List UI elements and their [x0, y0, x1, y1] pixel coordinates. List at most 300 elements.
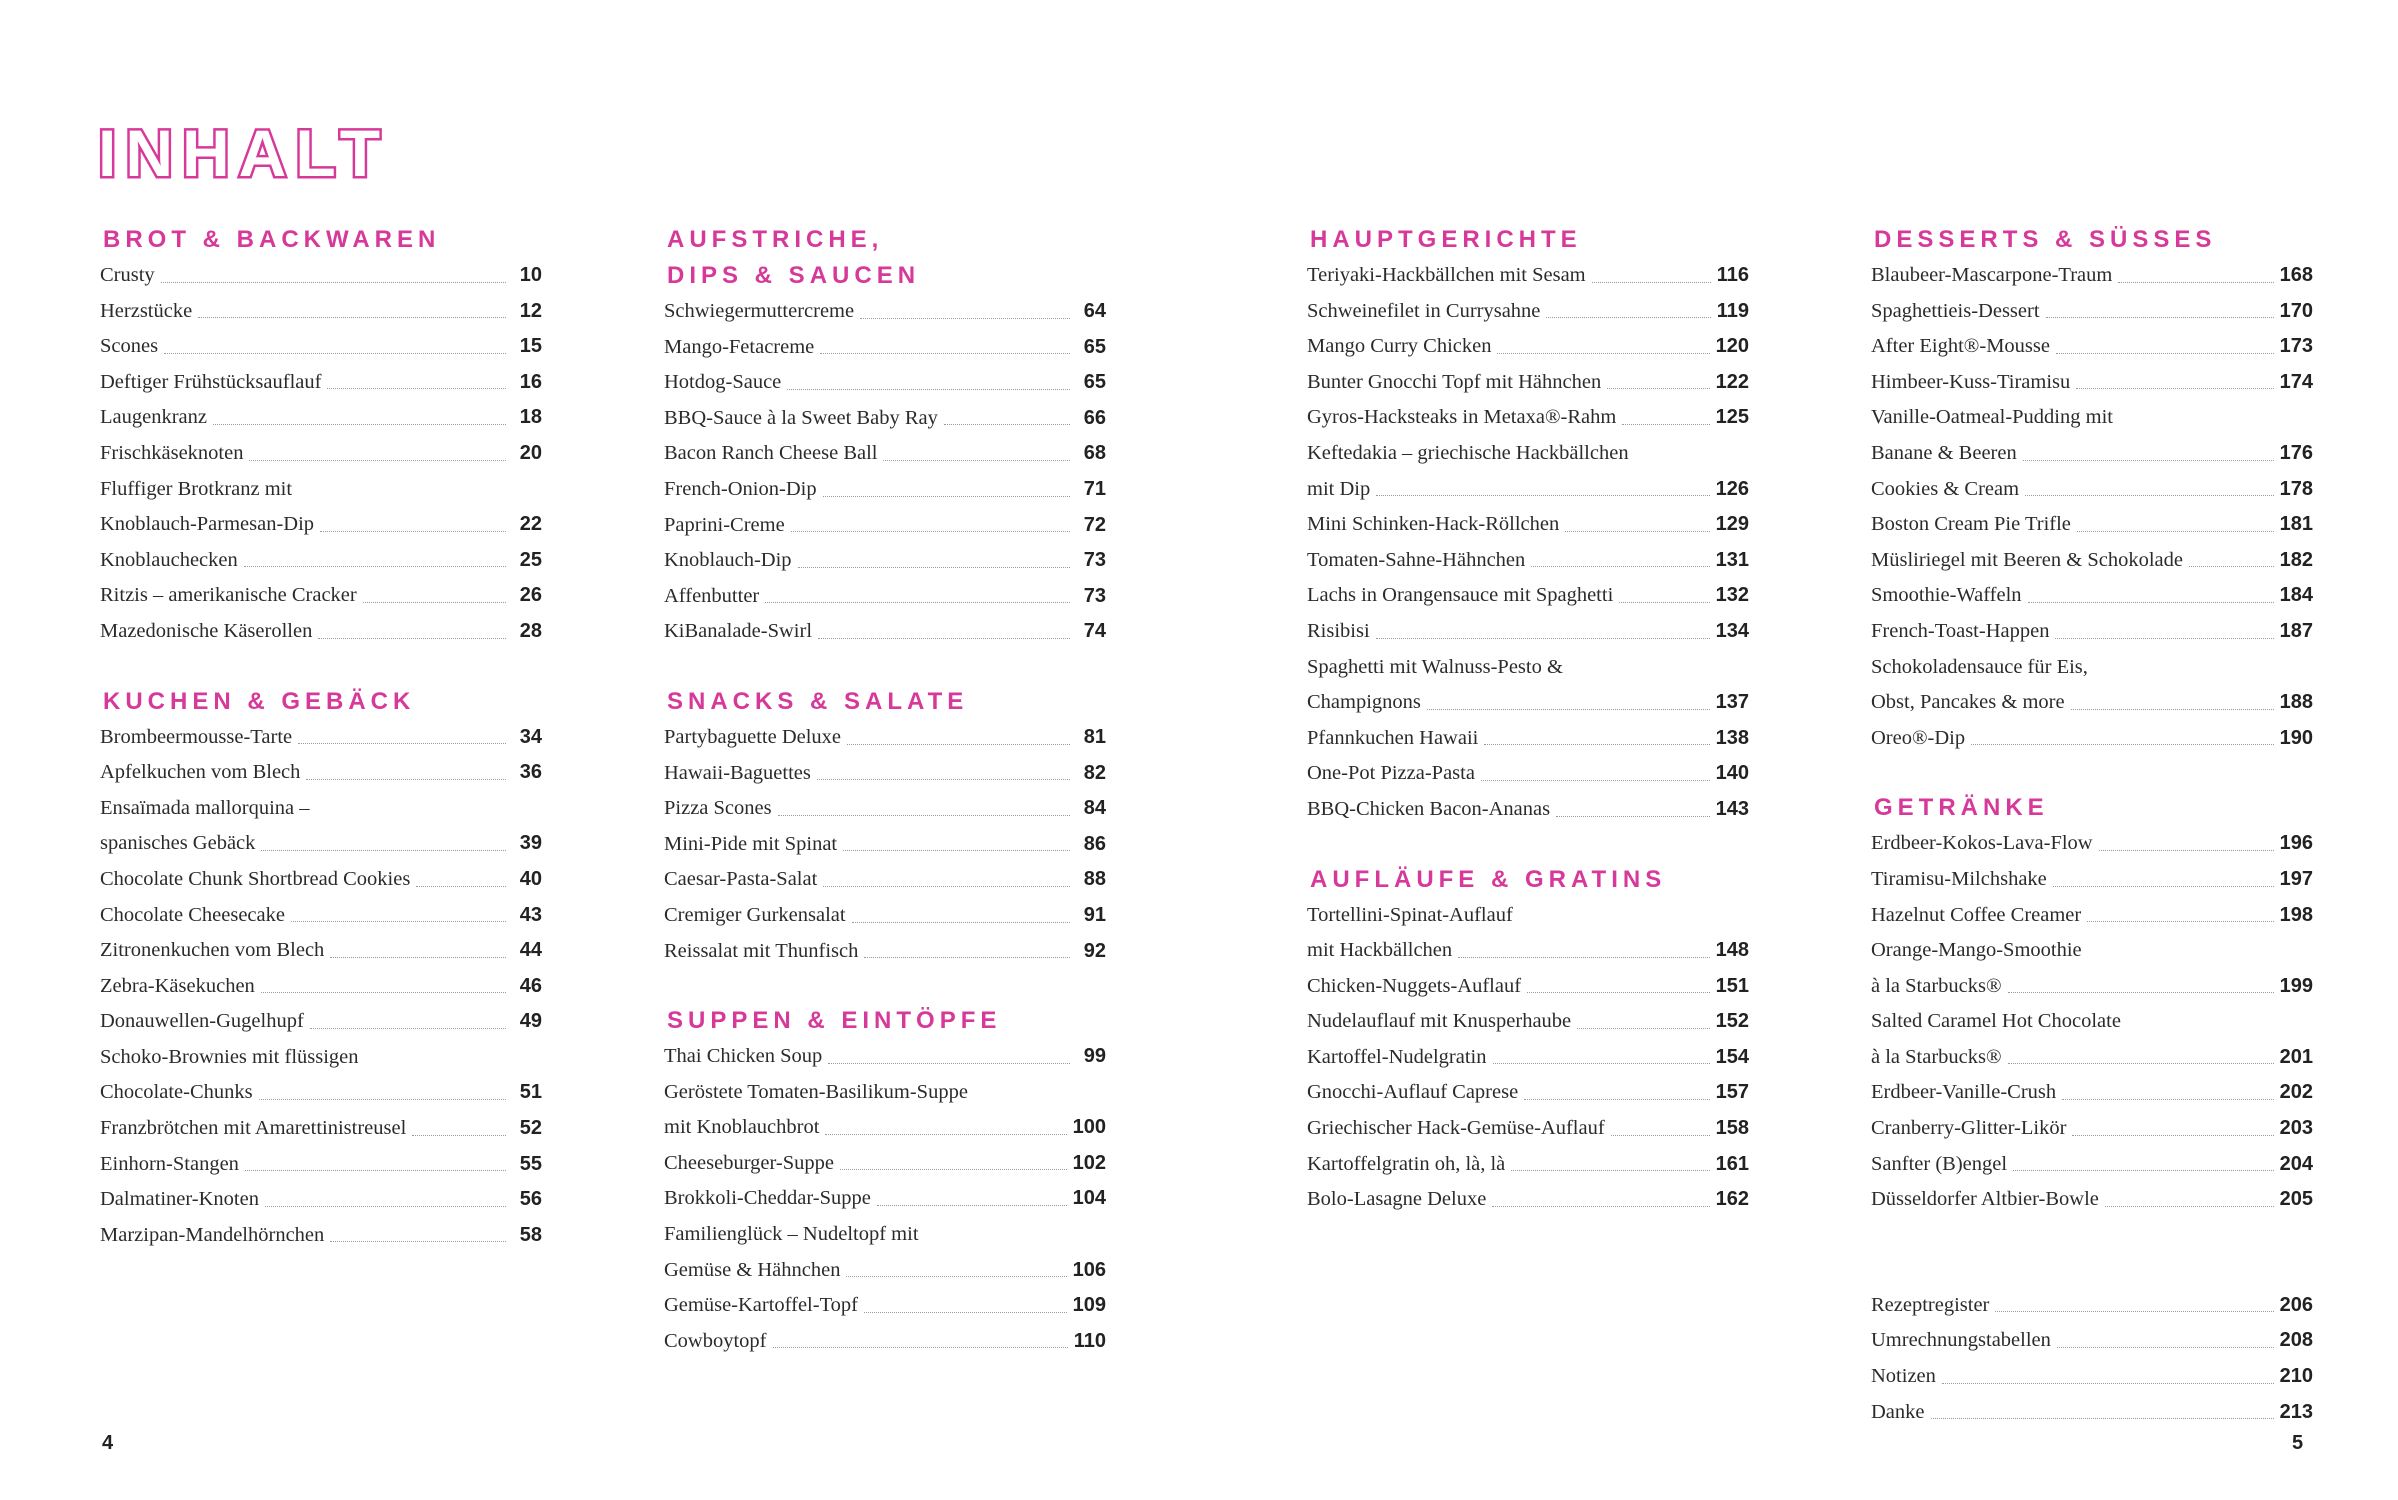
entry-page-number: 181 — [2279, 513, 2313, 536]
dot-leader — [778, 815, 1070, 816]
toc-entry[interactable] — [664, 827, 1106, 863]
toc-entry[interactable] — [1307, 969, 1749, 1005]
entry-title: Zitronenkuchen vom Blech — [100, 939, 325, 962]
entry-title: Reissalat mit Thunfisch — [664, 939, 859, 962]
dot-leader — [1511, 1170, 1709, 1171]
entry-title: Chocolate Cheesecake — [100, 903, 285, 926]
entry-title: Chocolate Chunk Shortbread Cookies — [100, 867, 411, 890]
entry-title: Bolo-Lasagne Deluxe — [1307, 1188, 1487, 1211]
entry-page-number: 20 — [519, 441, 542, 464]
toc-entry[interactable] — [100, 1111, 542, 1147]
entry-title: Cremiger Gurkensalat — [664, 903, 846, 926]
entry-title: Griechischer Hack-Gemüse-Auflauf — [1307, 1117, 1605, 1140]
entry-page-number: 190 — [2279, 726, 2313, 749]
entry-title: Einhorn-Stangen — [100, 1152, 239, 1175]
entry-page-number: 36 — [519, 761, 542, 784]
dot-leader — [1577, 1028, 1709, 1029]
toc-entry[interactable] — [1307, 721, 1749, 757]
entry-page-number: 82 — [1083, 761, 1106, 784]
toc-entry[interactable] — [664, 1288, 1106, 1324]
section-title: AUFLÄUFE & GRATINS — [1310, 865, 1667, 893]
dot-leader — [245, 1170, 506, 1171]
dot-leader — [310, 1028, 506, 1029]
dot-leader — [213, 424, 506, 425]
toc-column-1 — [100, 222, 542, 1287]
toc-entry[interactable] — [100, 329, 542, 365]
entry-title: Familienglück – Nudeltopf mit — [664, 1223, 919, 1246]
toc-entry[interactable] — [664, 543, 1106, 579]
entry-page-number: 126 — [1715, 477, 1749, 500]
entry-page-number: 174 — [2279, 370, 2313, 393]
entry-title: French-Toast-Happen — [1871, 619, 2050, 642]
entry-title: Danke — [1871, 1400, 1925, 1423]
toc-entry[interactable] — [1871, 1004, 2313, 1040]
entry-page-number: 64 — [1083, 300, 1106, 322]
toc-entry[interactable] — [664, 1253, 1106, 1289]
entry-page-number: 104 — [1072, 1187, 1106, 1210]
toc-entry[interactable] — [664, 1146, 1106, 1182]
entry-page-number: 199 — [2279, 974, 2313, 997]
entry-page-number: 84 — [1083, 797, 1106, 820]
toc-entry[interactable] — [1871, 614, 2313, 650]
dot-leader — [846, 1276, 1066, 1277]
entry-title: Chicken-Nuggets-Auflauf — [1307, 974, 1522, 997]
dot-leader — [1931, 1418, 2274, 1419]
toc-entry[interactable] — [1307, 756, 1749, 792]
toc-entry[interactable] — [100, 1182, 542, 1218]
toc-section — [1307, 862, 1749, 1218]
dot-leader — [1376, 495, 1709, 496]
entry-title: Bacon Ranch Cheese Ball — [664, 442, 878, 465]
toc-entry[interactable] — [100, 1075, 542, 1111]
toc-section — [664, 684, 1106, 969]
toc-entry[interactable] — [1307, 365, 1749, 401]
dot-leader — [2053, 886, 2274, 887]
entry-title: Sanfter (B)engel — [1871, 1152, 2008, 1175]
entry-page-number: 68 — [1083, 442, 1106, 465]
dot-leader — [416, 886, 506, 887]
entry-page-number: 65 — [1083, 335, 1106, 358]
entry-page-number: 138 — [1715, 726, 1749, 749]
toc-entry[interactable] — [100, 1004, 542, 1040]
page-number-left: 4 — [102, 1432, 114, 1454]
section-title: BROT & BACKWAREN — [103, 226, 441, 253]
entry-page-number: 109 — [1072, 1294, 1106, 1317]
entry-title: Schoko-Brownies mit flüssigen — [100, 1045, 359, 1068]
toc-section — [1871, 222, 2313, 756]
entry-title: Mazedonische Käserollen — [100, 619, 313, 642]
dot-leader — [1971, 744, 2273, 745]
entry-page-number: 49 — [519, 1010, 542, 1033]
toc-entry[interactable] — [100, 258, 542, 294]
entry-title: Crusty — [100, 264, 155, 286]
entry-title: Nudelauflauf mit Knusperhaube — [1307, 1010, 1572, 1033]
dot-leader — [2087, 921, 2273, 922]
toc-section — [1307, 222, 1749, 828]
entry-title: Blaubeer-Mascarpone-Traum — [1871, 264, 2113, 286]
toc-entry[interactable] — [100, 826, 542, 862]
toc-entry[interactable] — [100, 400, 542, 436]
toc-entry[interactable] — [1871, 1075, 2313, 1111]
toc-entry[interactable] — [1871, 1040, 2313, 1076]
toc-entry[interactable] — [664, 330, 1106, 366]
dot-leader — [320, 531, 506, 532]
dot-leader — [1524, 1099, 1709, 1100]
entry-page-number: 100 — [1072, 1116, 1106, 1139]
toc-entry[interactable] — [1307, 507, 1749, 543]
toc-column-4 — [1871, 222, 2313, 1464]
toc-entry[interactable] — [1307, 1147, 1749, 1183]
entry-page-number: 158 — [1715, 1117, 1749, 1140]
toc-entry[interactable] — [1307, 329, 1749, 365]
dot-leader — [765, 602, 1070, 603]
entry-title: Lachs in Orangensauce mit Spaghetti — [1307, 584, 1614, 607]
entry-title: Brombeermousse-Tarte — [100, 725, 293, 748]
toc-entry[interactable] — [1871, 329, 2313, 365]
entry-page-number: 91 — [1083, 903, 1106, 926]
entry-page-number: 152 — [1715, 1010, 1749, 1033]
toc-entry[interactable] — [664, 472, 1106, 508]
entry-title: Brokkoli-Cheddar-Suppe — [664, 1187, 871, 1210]
dot-leader — [2076, 388, 2273, 389]
toc-section — [100, 222, 542, 650]
toc-entry[interactable] — [100, 436, 542, 472]
toc-entry[interactable] — [1307, 898, 1749, 934]
entry-title: Affenbutter — [664, 584, 760, 607]
toc-entry[interactable] — [1871, 650, 2313, 686]
dot-leader — [1531, 566, 1709, 567]
toc-entry[interactable] — [1871, 898, 2313, 934]
toc-entry[interactable] — [100, 507, 542, 543]
dot-leader — [2071, 709, 2274, 710]
dot-leader — [852, 922, 1070, 923]
entry-title: Teriyaki-Hackbällchen mit Sesam — [1307, 264, 1586, 286]
entry-title: Oreo®-Dip — [1871, 726, 1966, 749]
entry-title: Knoblauchecken — [100, 548, 238, 571]
dot-leader — [2189, 566, 2274, 567]
entry-page-number: 129 — [1715, 513, 1749, 536]
entry-title: Mini-Pide mit Spinat — [664, 832, 838, 855]
toc-entry[interactable] — [100, 720, 542, 756]
toc-entry[interactable] — [1307, 400, 1749, 436]
entry-page-number: 120 — [1715, 335, 1749, 358]
toc-entry[interactable] — [1871, 1182, 2313, 1218]
toc-entry[interactable] — [1307, 436, 1749, 472]
entry-page-number: 10 — [519, 264, 542, 286]
entry-title: Risibisi — [1307, 619, 1370, 642]
toc-entry[interactable] — [664, 862, 1106, 898]
toc-entry[interactable] — [664, 1217, 1106, 1253]
entry-page-number: 161 — [1715, 1152, 1749, 1175]
entry-page-number: 39 — [519, 832, 542, 855]
dot-leader — [306, 779, 506, 780]
dot-leader — [864, 957, 1070, 958]
entry-title: Schokoladensauce für Eis, — [1871, 655, 2088, 678]
toc-entry[interactable] — [1871, 507, 2313, 543]
entry-page-number: 73 — [1083, 584, 1106, 607]
toc-entry[interactable] — [1871, 1147, 2313, 1183]
entry-title: Boston Cream Pie Trifle — [1871, 513, 2071, 536]
entry-page-number: 28 — [519, 619, 542, 642]
entry-page-number: 184 — [2279, 584, 2313, 607]
toc-entry[interactable] — [1871, 685, 2313, 721]
toc-entry[interactable] — [1307, 792, 1749, 828]
toc-entry[interactable] — [100, 791, 542, 827]
entry-page-number: 51 — [519, 1081, 542, 1104]
entry-title: Champignons — [1307, 691, 1421, 714]
entry-title: After Eight®-Mousse — [1871, 335, 2050, 358]
dot-leader — [1619, 602, 1709, 603]
dot-leader — [1546, 317, 1710, 318]
toc-entry[interactable] — [100, 1218, 542, 1254]
entry-title: Spaghetti mit Walnuss-Pesto & — [1307, 655, 1563, 678]
dot-leader — [1622, 424, 1709, 425]
entry-page-number: 74 — [1083, 620, 1106, 643]
section-title: AUFSTRICHE, — [667, 226, 884, 253]
entry-title: Gyros-Hacksteaks in Metaxa®-Rahm — [1307, 406, 1617, 429]
entry-page-number: 173 — [2279, 335, 2313, 358]
entry-page-number: 110 — [1073, 1329, 1106, 1352]
toc-entry[interactable] — [1307, 614, 1749, 650]
dot-leader — [2028, 602, 2274, 603]
entry-page-number: 197 — [2279, 867, 2313, 890]
toc-entry[interactable] — [664, 1110, 1106, 1146]
entry-title: Bunter Gnocchi Topf mit Hähnchen — [1307, 370, 1602, 393]
section-title: KUCHEN & GEBÄCK — [103, 687, 416, 715]
toc-entry[interactable] — [1871, 294, 2313, 330]
dot-leader — [2023, 460, 2274, 461]
entry-page-number: 213 — [2279, 1400, 2313, 1423]
dot-leader — [820, 353, 1070, 354]
toc-entry[interactable] — [664, 294, 1106, 330]
dot-leader — [259, 1099, 506, 1100]
toc-entry[interactable] — [1871, 826, 2313, 862]
entry-page-number: 43 — [519, 903, 542, 926]
entry-page-number: 86 — [1083, 832, 1106, 855]
entry-title: mit Knoblauchbrot — [664, 1116, 820, 1139]
dot-leader — [2062, 1099, 2273, 1100]
dot-leader — [330, 957, 506, 958]
dot-leader — [1481, 780, 1710, 781]
dot-leader — [1565, 531, 1709, 532]
toc-entry[interactable] — [664, 1181, 1106, 1217]
dot-leader — [823, 886, 1070, 887]
toc-entry[interactable] — [664, 898, 1106, 934]
entry-page-number: 162 — [1715, 1188, 1749, 1211]
dot-leader — [318, 638, 506, 639]
entry-title: Keftedakia – griechische Hackbällchen — [1307, 441, 1629, 464]
entry-title: Smoothie-Waffeln — [1871, 584, 2022, 607]
toc-entry[interactable] — [664, 614, 1106, 650]
toc-entry[interactable] — [664, 508, 1106, 544]
toc-entry[interactable] — [1307, 685, 1749, 721]
entry-title: Knoblauch-Parmesan-Dip — [100, 513, 315, 536]
toc-entry[interactable] — [664, 720, 1106, 756]
toc-entry[interactable] — [100, 1040, 542, 1076]
toc-entry[interactable] — [664, 365, 1106, 401]
toc-entry[interactable] — [1871, 400, 2313, 436]
entry-page-number: 176 — [2279, 441, 2313, 464]
toc-entry[interactable] — [664, 401, 1106, 437]
entry-page-number: 206 — [2279, 1293, 2313, 1316]
dot-leader — [2013, 1170, 2274, 1171]
dot-leader — [1497, 353, 1709, 354]
toc-section — [664, 222, 1106, 650]
toc-entry[interactable] — [100, 578, 542, 614]
entry-title: Schweinefilet in Currysahne — [1307, 299, 1541, 322]
toc-entry[interactable] — [1871, 721, 2313, 757]
entry-page-number: 44 — [519, 939, 542, 962]
entry-page-number: 99 — [1083, 1045, 1106, 1068]
entry-title: Umrechnungstabellen — [1871, 1329, 2051, 1352]
entry-page-number: 205 — [2279, 1188, 2313, 1211]
entry-title: mit Dip — [1307, 477, 1371, 500]
toc-entry[interactable] — [100, 472, 542, 508]
toc-entry[interactable] — [664, 1324, 1106, 1360]
toc-entry[interactable] — [1871, 1288, 2313, 1324]
dot-leader — [1427, 709, 1710, 710]
entry-title: Banane & Beeren — [1871, 441, 2017, 464]
toc-entry[interactable] — [664, 1075, 1106, 1111]
dot-leader — [198, 317, 506, 318]
entry-page-number: 26 — [519, 584, 542, 607]
dot-leader — [265, 1206, 506, 1207]
section-title: SNACKS & SALATE — [667, 687, 969, 715]
toc-entry[interactable] — [100, 614, 542, 650]
toc-entry[interactable] — [100, 755, 542, 791]
entry-page-number: 34 — [519, 725, 542, 748]
dot-leader — [2008, 1063, 2274, 1064]
toc-entry[interactable] — [664, 791, 1106, 827]
toc-entry[interactable] — [1307, 933, 1749, 969]
toc-entry[interactable] — [1871, 543, 2313, 579]
toc-entry[interactable] — [1871, 862, 2313, 898]
entry-title: Pizza Scones — [664, 797, 772, 820]
dot-leader — [860, 318, 1070, 319]
toc-entry[interactable] — [1307, 1182, 1749, 1218]
entry-page-number: 92 — [1083, 939, 1106, 962]
entry-title: Donauwellen-Gugelhupf — [100, 1010, 304, 1033]
entry-page-number: 134 — [1715, 619, 1749, 642]
entry-title: Schwiegermuttercreme — [664, 300, 855, 322]
toc-entry[interactable] — [100, 543, 542, 579]
toc-entry[interactable] — [100, 1147, 542, 1183]
dot-leader — [261, 850, 506, 851]
toc-entry[interactable] — [1871, 436, 2313, 472]
toc-entry[interactable] — [1307, 1111, 1749, 1147]
entry-title: Erdbeer-Vanille-Crush — [1871, 1081, 2057, 1104]
dot-leader — [2057, 1347, 2274, 1348]
toc-entry[interactable] — [1307, 294, 1749, 330]
entry-title: Scones — [100, 335, 159, 358]
entry-title: BBQ-Sauce à la Sweet Baby Ray — [664, 406, 938, 429]
toc-entry[interactable] — [100, 933, 542, 969]
toc-entry[interactable] — [1871, 472, 2313, 508]
toc-entry[interactable] — [1871, 578, 2313, 614]
toc-entry[interactable] — [100, 862, 542, 898]
dot-leader — [2077, 531, 2274, 532]
toc-entry[interactable] — [1871, 365, 2313, 401]
toc-entry[interactable] — [1307, 472, 1749, 508]
toc-entry[interactable] — [664, 579, 1106, 615]
toc-entry[interactable] — [664, 934, 1106, 970]
entry-page-number: 12 — [519, 299, 542, 322]
toc-entry[interactable] — [1307, 543, 1749, 579]
toc-entry[interactable] — [1871, 1395, 2313, 1431]
entry-title: Salted Caramel Hot Chocolate — [1871, 1010, 2121, 1033]
entry-page-number: 170 — [2279, 299, 2313, 322]
entry-page-number: 88 — [1083, 868, 1106, 891]
entry-title: Mango-Fetacreme — [664, 335, 815, 358]
entry-page-number: 151 — [1715, 974, 1749, 997]
toc-entry[interactable] — [1307, 578, 1749, 614]
dot-leader — [791, 531, 1070, 532]
dot-leader — [244, 566, 506, 567]
dot-leader — [883, 460, 1070, 461]
toc-entry[interactable] — [100, 969, 542, 1005]
dot-leader — [787, 389, 1070, 390]
toc-entry[interactable] — [100, 365, 542, 401]
dot-leader — [1376, 638, 1710, 639]
toc-entry[interactable] — [1307, 650, 1749, 686]
entry-page-number: 71 — [1083, 477, 1106, 500]
dot-leader — [1458, 957, 1709, 958]
dot-leader — [2055, 638, 2273, 639]
entry-title: Cranberry-Glitter-Likör — [1871, 1117, 2067, 1140]
entry-page-number: 16 — [519, 370, 542, 393]
toc-entry[interactable] — [100, 898, 542, 934]
dot-leader — [1493, 1063, 1710, 1064]
section-title-line-2: DIPS & SAUCEN — [667, 262, 921, 289]
entry-page-number: 208 — [2279, 1329, 2313, 1352]
toc-entry[interactable] — [1307, 1040, 1749, 1076]
entry-title: à la Starbucks® — [1871, 974, 2002, 997]
entry-page-number: 202 — [2279, 1081, 2313, 1104]
entry-title: Himbeer-Kuss-Tiramisu — [1871, 370, 2071, 393]
toc-entry[interactable] — [1871, 933, 2313, 969]
entry-title: Dalmatiner-Knoten — [100, 1188, 259, 1211]
toc-entry[interactable] — [1307, 258, 1749, 294]
toc-entry[interactable] — [1871, 1111, 2313, 1147]
entry-title: à la Starbucks® — [1871, 1045, 2002, 1068]
toc-entry[interactable] — [1871, 1359, 2313, 1395]
toc-entry[interactable] — [100, 294, 542, 330]
toc-entry[interactable] — [664, 436, 1106, 472]
toc-entry[interactable] — [1307, 1004, 1749, 1040]
entry-title: French-Onion-Dip — [664, 477, 817, 500]
entry-page-number: 140 — [1715, 762, 1749, 785]
entry-title: Mini Schinken-Hack-Röllchen — [1307, 513, 1560, 536]
dot-leader — [847, 744, 1070, 745]
toc-entry[interactable] — [664, 1039, 1106, 1075]
entry-page-number: 122 — [1715, 370, 1749, 393]
dot-leader — [2105, 1206, 2274, 1207]
entry-page-number: 168 — [2279, 264, 2313, 286]
toc-entry[interactable] — [1871, 1323, 2313, 1359]
toc-entry[interactable] — [1871, 969, 2313, 1005]
entry-title: Cowboytopf — [664, 1329, 767, 1352]
entry-title: Tomaten-Sahne-Hähnchen — [1307, 548, 1526, 571]
toc-entry[interactable] — [664, 756, 1106, 792]
dot-leader — [825, 1134, 1066, 1135]
dot-leader — [828, 1063, 1070, 1064]
entry-page-number: 81 — [1083, 725, 1106, 748]
entry-title: Kartoffelgratin oh, là, là — [1307, 1152, 1506, 1175]
toc-entry[interactable] — [1871, 258, 2313, 294]
toc-entry[interactable] — [1307, 1075, 1749, 1111]
dot-leader — [363, 602, 506, 603]
dot-leader — [773, 1347, 1068, 1348]
